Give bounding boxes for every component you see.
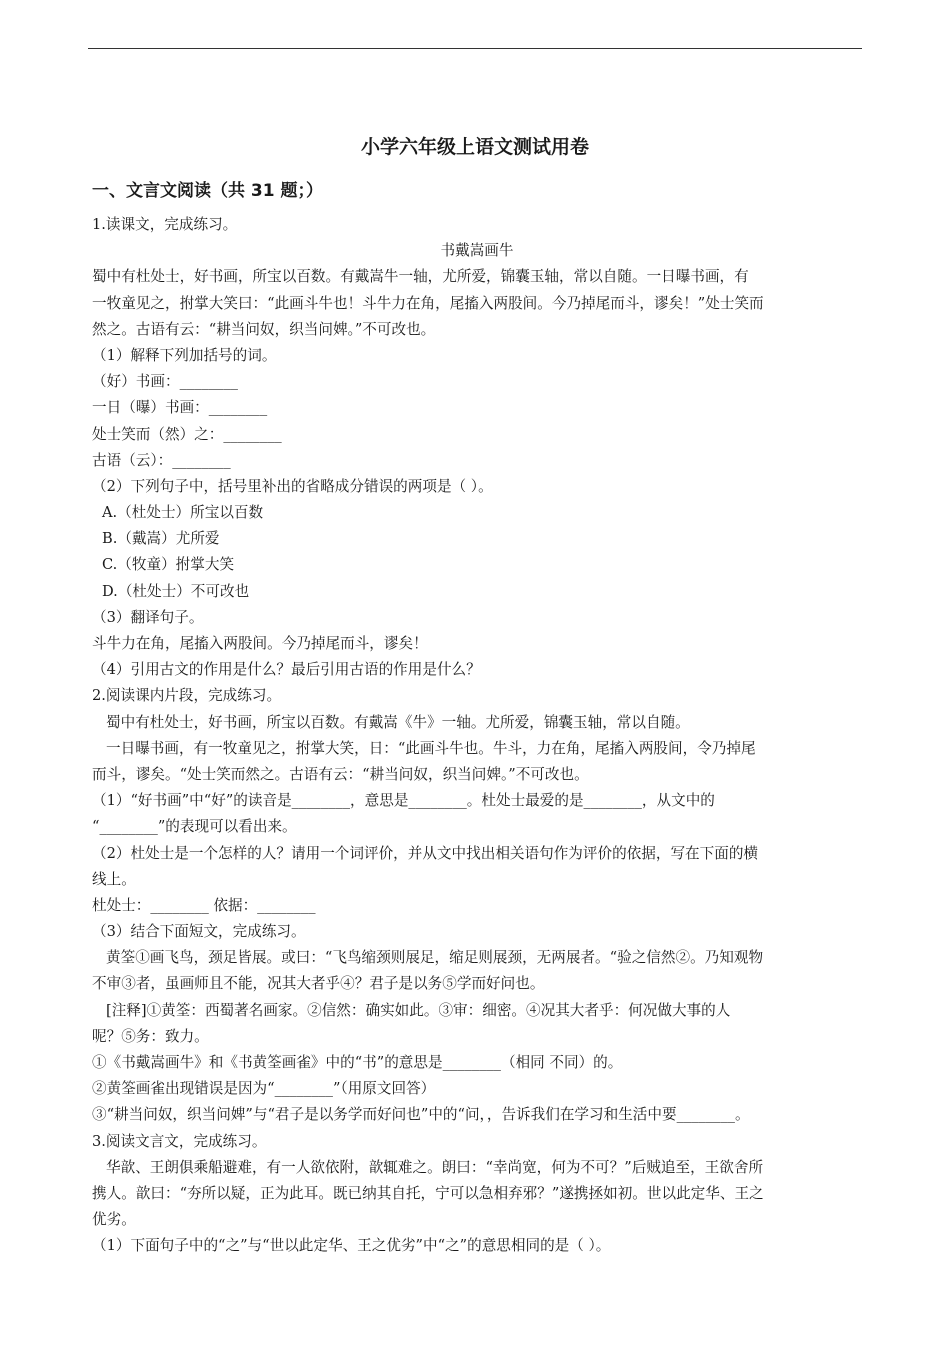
text-line: 处士笑而（然）之：________	[92, 425, 282, 443]
text-line: （3）翻译句子。	[92, 608, 204, 626]
section-heading: 一、文言文阅读（共 31 题；）	[92, 181, 323, 201]
text-line: （3）结合下面短文，完成练习。	[92, 923, 306, 941]
text-line: 2.阅读课内片段，完成练习。	[92, 687, 282, 705]
text-line: （2）下列句子中，括号里补出的省略成分错误的两项是（ ）。	[92, 477, 493, 495]
text-line: 线上。	[92, 870, 136, 888]
text-line: ③“耕当问奴，织当问婢”与“君子是以务学而好问也”中的“问，，告诉我们在学习和生活中要________。	[92, 1106, 750, 1124]
text-line: D.（杜处士）不可改也	[102, 582, 250, 600]
text-line: ①《书戴嵩画牛》和《书黄筌画雀》中的“书”的意思是________（相同 不同）的。	[92, 1054, 623, 1071]
text-line: C.（牧童）拊掌大笑	[102, 556, 235, 574]
text-line: （2）杜处士是一个怎样的人？请用一个词评价，并从文中找出相关语句作为评价的依据，写在下面的横	[92, 844, 759, 862]
text-line: 一日（曝）书画：________	[92, 399, 268, 417]
text-line: （1）“好书画”中“好”的读音是________，意思是________。杜处士最爱的是________，从文中的	[92, 792, 715, 810]
text-line: 古语（云）：________	[92, 451, 231, 469]
text-line: A.（杜处士）所宝以百数	[102, 504, 264, 522]
document-body	[92, 212, 862, 1260]
text-line: 一牧童见之，拊掌大笑曰：“此画斗牛也！斗牛力在角，尾搐入两股间。今乃掉尾而斗，谬矣！”处士笑而	[92, 294, 764, 312]
text-line: 不审③者，虽画师且不能，况其大者乎④？君子是以务⑤学而好问也。	[92, 975, 545, 993]
text-line: 斗牛力在角，尾搐入两股间。今乃掉尾而斗，谬矣！	[92, 635, 428, 652]
text-line: 优劣。	[92, 1211, 136, 1229]
text-line: 然之。古语有云：“耕当问奴，织当问婢。”不可改也。	[92, 320, 436, 338]
text-line: 呢？⑤务：致力。	[92, 1027, 209, 1045]
text-line: 1.读课文，完成练习。	[92, 216, 238, 233]
text-line: 蜀中有杜处士，好书画，所宝以百数。有戴嵩《牛》一轴。尤所爱，锦囊玉轴，常以自随。	[106, 713, 690, 731]
text-line: [注释]①黄筌：西蜀著名画家。②信然：确实如此。③审：细密。④况其大者乎：何况做大事的人	[106, 1001, 731, 1019]
text-line: （1）解释下列加括号的词。	[92, 346, 277, 364]
text-line: 携人。歆曰：“夯所以疑，正为此耳。既已纳其自托，宁可以急相弃邪？”遂携拯如初。世以此定华、王之	[92, 1184, 764, 1202]
text-line: “________”的表现可以看出来。	[92, 818, 297, 836]
text-line: 华歆、王朗俱乘船避难，有一人欲依附，歆辄难之。朗曰：“幸尚宽，何为不可？”后贼追至，王欲舍所	[106, 1158, 764, 1176]
text-line: 蜀中有杜处士，好书画，所宝以百数。有戴嵩牛一轴，尤所爱，锦囊玉轴，常以自随。一日曝书画，有	[92, 268, 749, 286]
text-line: 而斗，谬矣。“处士笑而然之。古语有云：“耕当问奴，织当问婢。”不可改也。	[92, 765, 589, 783]
text-line: （好）书画：________	[92, 373, 238, 391]
page-title: 小学六年级上语文测试用卷	[360, 136, 589, 158]
text-line: B.（戴嵩）尤所爱	[102, 530, 220, 548]
text-line: 黄筌①画飞鸟，颈足皆展。或曰：“飞鸟缩颈则展足，缩足则展颈，无两展者。“验之信然②。乃知观物	[106, 949, 764, 967]
text-line: 书戴嵩画牛	[440, 242, 514, 260]
header-rule	[88, 48, 862, 49]
text-line: （4）引用古文的作用是什么？最后引用古语的作用是什么？	[92, 661, 481, 679]
text-line: （1）下面句子中的“之”与“世以此定华、王之优劣”中“之”的意思相同的是（ ）。	[92, 1237, 611, 1255]
text-line: 一日曝书画，有一牧童见之，拊掌大笑，日：“此画斗牛也。牛斗，力在角，尾搐入两股间，令乃掉尾	[106, 739, 756, 757]
text-line: 3.阅读文言文，完成练习。	[92, 1132, 267, 1150]
text-line: ②黄筌画雀出现错误是因为“________”（用原文回答）	[92, 1080, 436, 1098]
text-line: 杜处士：________ 依据：________	[92, 896, 316, 914]
